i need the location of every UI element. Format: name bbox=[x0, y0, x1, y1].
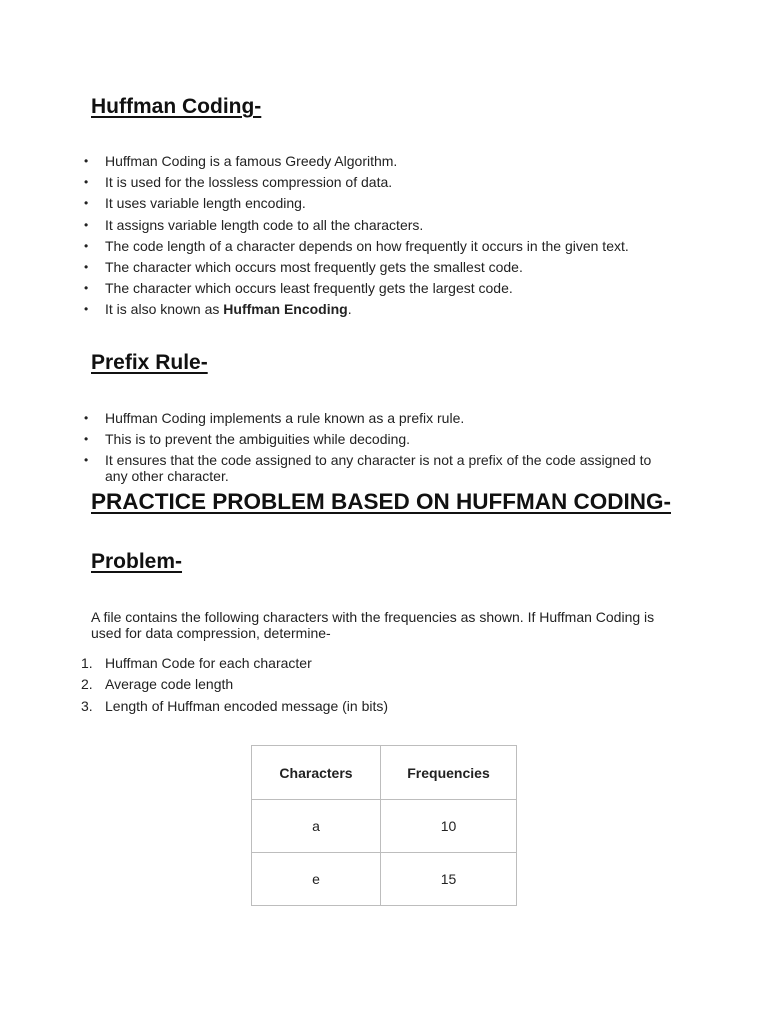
bullet-icon: • bbox=[84, 411, 89, 425]
table-cell-frequency: 10 bbox=[381, 800, 517, 853]
list-item bbox=[0, 698, 388, 719]
table-row bbox=[252, 853, 517, 906]
table-cell-frequency: 15 bbox=[381, 853, 517, 906]
list-item: • Huffman Coding implements a rule known as a prefix rule. bbox=[84, 410, 465, 426]
list-item-text: Average code length bbox=[105, 676, 234, 693]
list-item bbox=[0, 676, 388, 697]
prefix-rule-bullet-list bbox=[0, 410, 675, 484]
list-item-suffix: . bbox=[347, 301, 352, 318]
table-cell-character: e bbox=[252, 853, 381, 906]
list-item: • It is used for the lossless compression of data. bbox=[84, 174, 393, 191]
bullet-icon: • bbox=[84, 154, 89, 168]
bullet-icon: • bbox=[84, 453, 89, 468]
table-header-row bbox=[252, 746, 517, 800]
list-item: • The code length of a character depends on how frequently it occurs in the given text. bbox=[84, 237, 629, 254]
bullet-icon: • bbox=[84, 302, 89, 317]
bullet-icon: • bbox=[84, 259, 89, 274]
list-item-text: Length of Huffman encoded message (in bits) bbox=[105, 697, 389, 714]
bullet-icon: • bbox=[84, 432, 89, 447]
list-item: • It assigns variable length code to all the characters. bbox=[84, 216, 424, 233]
list-item: • It uses variable length encoding. bbox=[84, 195, 306, 212]
list-number: 2. bbox=[81, 676, 93, 693]
problem-numbered-list bbox=[0, 655, 388, 719]
bullet-icon: • bbox=[84, 238, 89, 253]
list-item bbox=[0, 301, 675, 322]
table-row bbox=[252, 800, 517, 853]
bullet-icon: • bbox=[84, 281, 89, 296]
problem-heading: Problem- bbox=[91, 550, 183, 573]
bullet-icon: • bbox=[84, 196, 89, 211]
table-cell-character: a bbox=[252, 800, 381, 853]
list-item: • The character which occurs most frequently gets the smallest code. bbox=[84, 258, 523, 275]
huffman-encoding-term: Huffman Encoding bbox=[223, 301, 348, 318]
list-item bbox=[0, 655, 388, 676]
prefix-rule-heading: Prefix Rule- bbox=[91, 351, 208, 374]
list-item: • It ensures that the code assigned to any character is not a prefix of the code assigned to any other character. bbox=[84, 452, 652, 485]
huffman-bullet-list bbox=[0, 153, 675, 323]
practice-problem-heading: PRACTICE PROBLEM BASED ON HUFFMAN CODING- bbox=[91, 489, 671, 514]
frequency-table bbox=[251, 745, 517, 906]
list-number: 1. bbox=[81, 655, 93, 671]
list-number: 3. bbox=[81, 697, 93, 714]
huffman-coding-heading: Huffman Coding- bbox=[91, 95, 262, 118]
list-item: • The character which occurs least frequently gets the largest code. bbox=[84, 280, 513, 297]
bullet-icon: • bbox=[84, 175, 89, 190]
list-item: • Huffman Coding is a famous Greedy Algorithm. bbox=[84, 153, 398, 169]
column-header-frequencies: Frequencies bbox=[381, 746, 517, 800]
bullet-icon: • bbox=[84, 217, 89, 232]
column-header-characters: Characters bbox=[252, 746, 381, 800]
list-item-text: It is also known as bbox=[105, 301, 224, 318]
list-item-text: Huffman Code for each character bbox=[105, 655, 312, 671]
list-item: • This is to prevent the ambiguities while decoding. bbox=[84, 431, 411, 448]
problem-description: A file contains the following characters with the frequencies as shown. If Huffman Coding is used for data compression, determine- bbox=[91, 609, 655, 641]
